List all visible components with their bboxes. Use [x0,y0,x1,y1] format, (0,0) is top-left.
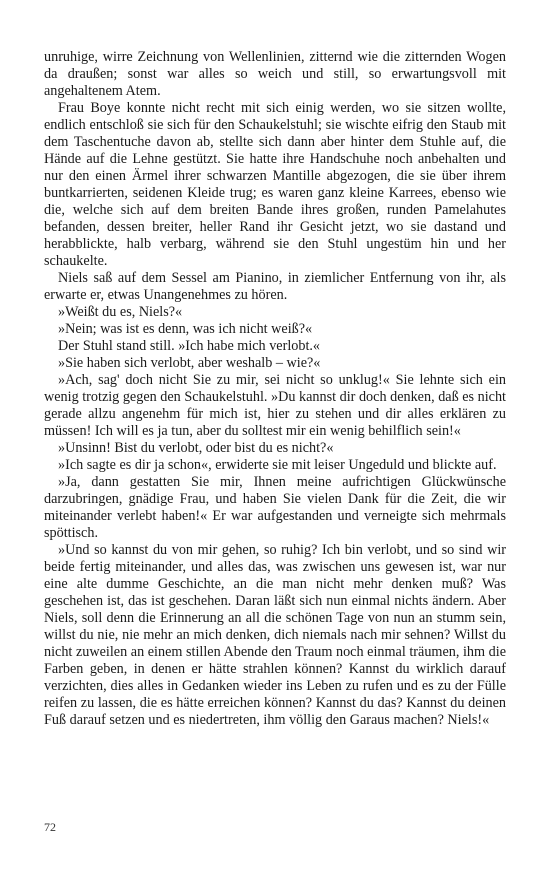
paragraph: unruhige, wirre Zeichnung von Wellenlinien, zitternd wie die zitternden Wogen da draußen; sonst war alles so weich und still, so erwartungsvoll mit angehaltenem Atem. [44,49,506,99]
paragraph: »Und so kannst du von mir gehen, so ruhig? Ich bin verlobt, und so sind wir beide fertig miteinander, und alles das, was zwischen uns gewesen ist, war nur eine alte dumme Geschichte, an die man nicht mehr denken muß? Was geschehen ist, das ist geschehen. Daran läßt sich nun einmal nichts ändern. Aber Niels, soll denn die Erinnerung an all die schönen Tage von nun an stumm sein, willst du nie, nie mehr an mich denken, dich niemals nach mir sehnen? Willst du nicht zuweilen an einem stillen Abende den Traum noch einmal träumen, ihm die Farben geben, in denen er hätte strahlen können? Kannst du wirklich darauf verzichten, dies alles in Gedanken wieder ins Leben zu rufen und es zu der Fülle reifen zu lassen, die es hätte erreichen können? Kannst du das? Kannst du deinen Fuß darauf setzen und es niedertreten, ihm völlig den Garaus machen? Niels!« [44,542,506,728]
paragraph: »Ich sagte es dir ja schon«, erwiderte sie mit leiser Ungeduld und blickte auf. [58,457,497,473]
paragraph: »Ach, sag' doch nicht Sie zu mir, sei nicht so unklug!« Sie lehnte sich ein wenig trotzig gegen den Schaukelstuhl. »Du kannst dir doch denken, daß es nicht gerade allzu angenehm für mich ist, hier zu stehen und dir alles erklären zu müssen! Ich will es ja tun, aber du solltest mir ein wenig behilflich sein!« [44,372,506,439]
paragraph: Niels saß auf dem Sessel am Pianino, in ziemlicher Entfernung von ihr, als erwarte er, etwas Unangenehmes zu hören. [44,270,506,303]
paragraph: »Sie haben sich verlobt, aber weshalb – wie?« [58,355,321,371]
page-number: 72 [44,820,56,834]
paragraph: Der Stuhl stand still. »Ich habe mich verlobt.« [58,338,321,354]
paragraph: »Unsinn! Bist du verlobt, oder bist du es nicht?« [58,440,334,456]
paragraph: »Weißt du es, Niels?« [58,304,183,320]
paragraph: »Ja, dann gestatten Sie mir, Ihnen meine aufrichtigen Glückwünsche darzubringen, gnädige Frau, und haben Sie vielen Dank für die Zeit, die wir miteinander verlebt haben!« Er war aufgestanden und verneigte sich mehrmals spöttisch. [44,474,506,541]
body-text [44,49,506,729]
paragraph: Frau Boye konnte nicht recht mit sich einig werden, wo sie sitzen wollte, endlich entschloß sie sich für den Schaukelstuhl; sie wischte eifrig den Staub mit dem Taschentuche davon ab, stellte sich dann aber hinter dem Stuhle auf, die Hände auf die Lehne gestützt. Sie hatte ihre Handschuhe noch anbehalten und nur den einen Ärmel ihrer schwarzen Mantille abgezogen, die sie über ihrem buntkarrierten, seidenen Kleide trug; es waren ganz kleine Karrees, ebenso wie die, welche sich auf dem breiten Bande ihres großen, runden Pamelahutes befanden, dessen breiter, heller Rand ihr Gesicht jetzt, wo sie dastand und herabblickte, halb verbarg, während sie den Stuhl ungestüm hin und her schaukelte. [44,100,506,269]
paragraph: »Nein; was ist es denn, was ich nicht weiß?« [58,321,313,337]
